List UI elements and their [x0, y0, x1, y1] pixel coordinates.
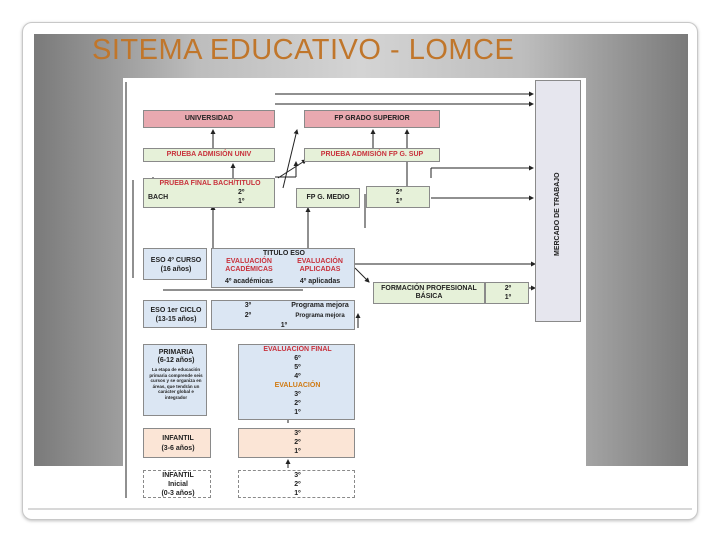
infantil-inicial-box	[143, 470, 211, 498]
fp-basica-label: FORMACIÓN PROFESIONAL BÁSICA	[381, 285, 477, 300]
programa-mejora-2-label: Programa mejora	[295, 313, 345, 319]
prueba-admision-fp-sup-box	[304, 148, 440, 162]
eso-2-label: 2º	[244, 312, 252, 319]
fp-basica-box	[373, 282, 485, 304]
primaria-label: PRIMARIA	[158, 349, 194, 356]
infantil-inicial-label: INFANTIL	[162, 472, 194, 479]
eso-4-evaluation-box	[211, 248, 355, 288]
eso-1-ciclo-box	[143, 300, 207, 328]
eso-1-ciclo-label: ESO 1er CICLO	[150, 307, 202, 314]
eso-titulo-label: TITULO ESO	[263, 250, 305, 257]
fp-basica-1-label: 1º	[504, 294, 512, 301]
prueba-final-bach-label: PRUEBA FINAL BACH/TITULO	[159, 180, 261, 187]
eso-4-label: ESO 4º CURSO	[150, 257, 202, 264]
primaria-years-box	[238, 344, 355, 420]
universidad-label: UNIVERSIDAD	[184, 115, 234, 122]
fp-grado-superior-box	[304, 110, 440, 128]
primaria-box	[143, 344, 207, 416]
ini-3-label: 3º	[294, 472, 301, 479]
fp-medio-1-label: 1º	[395, 198, 403, 205]
infantil-inicial-sub-label: Inicial	[168, 481, 188, 488]
bach-1-label: 1º	[238, 198, 245, 205]
academicas-4-label: 4º académicas	[224, 278, 274, 285]
eso-4-edad-label: (16 años)	[160, 266, 192, 273]
ini-1-label: 1º	[294, 490, 301, 497]
fp-medio-years-box	[366, 186, 430, 208]
inf-1-label: 1º	[294, 448, 301, 455]
prim-5-label: 5º	[294, 364, 301, 371]
education-system-diagram	[123, 78, 586, 498]
fp-basica-2-label: 2º	[504, 285, 512, 292]
prueba-admision-fp-sup-label: PRUEBA ADMISIÓN FP G. SUP	[320, 151, 424, 158]
primaria-edad-label: (6-12 años)	[157, 357, 195, 364]
inf-3-label: 3º	[294, 430, 301, 437]
bottom-divider	[28, 508, 692, 510]
evaluacion-label: EVALUACIÓN	[274, 382, 321, 389]
bach-label: BACH	[148, 194, 169, 201]
eval-final-label: EVALUACIÓN FINAL	[263, 346, 332, 353]
eso-4-box	[143, 248, 207, 280]
fp-medio-box	[296, 188, 360, 208]
bach-2-label: 2º	[238, 189, 245, 196]
inf-2-label: 2º	[294, 439, 301, 446]
prim-4-label: 4º	[294, 373, 301, 380]
prueba-admision-univ-label: PRUEBA ADMISIÓN UNIV	[166, 151, 252, 158]
infantil-inicial-edad-label: (0-3 años)	[161, 490, 195, 497]
prim-2-label: 2º	[294, 400, 301, 407]
eso-1-ciclo-years-box	[211, 300, 355, 330]
fp-medio-label: FP G. MEDIO	[306, 194, 350, 201]
prim-1-label: 1º	[294, 409, 301, 416]
fp-grado-superior-label: FP GRADO SUPERIOR	[334, 115, 410, 122]
prim-3-label: 3º	[294, 391, 301, 398]
fp-basica-years-box	[485, 282, 529, 304]
infantil-box	[143, 428, 211, 458]
infantil-edad-label: (3-6 años)	[161, 445, 195, 452]
prueba-admision-univ-box	[143, 148, 275, 162]
eval-aplicadas-label: EVALUACIÓN APLICADAS	[297, 258, 343, 273]
bachillerato-box	[143, 178, 275, 208]
fp-medio-2-label: 2º	[395, 189, 403, 196]
ini-2-label: 2º	[294, 481, 301, 488]
eso-1-ciclo-edad-label: (13-15 años)	[155, 316, 197, 323]
universidad-box	[143, 110, 275, 128]
infantil-inicial-years-box	[238, 470, 355, 498]
eso-1-label: 1º	[280, 322, 288, 329]
primaria-nota-label: La etapa de educación primaria comprende seis cursos y se organiza en áreas, que tendrán un carácter global e integrador	[149, 367, 203, 400]
slide-title: SITEMA EDUCATIVO - LOMCE	[92, 34, 515, 66]
infantil-label: INFANTIL	[162, 435, 194, 442]
eso-3-label: 3º	[244, 302, 252, 309]
aplicadas-4-label: 4º aplicadas	[299, 278, 341, 285]
mercado-trabajo-label: MERCADO DE TRABAJO	[554, 172, 561, 256]
eval-academicas-label: EVALUACIÓN ACADÉMICAS	[225, 258, 273, 273]
prim-6-label: 6º	[294, 355, 301, 362]
programa-mejora-label: Programa mejora	[291, 302, 349, 309]
infantil-years-box	[238, 428, 355, 458]
